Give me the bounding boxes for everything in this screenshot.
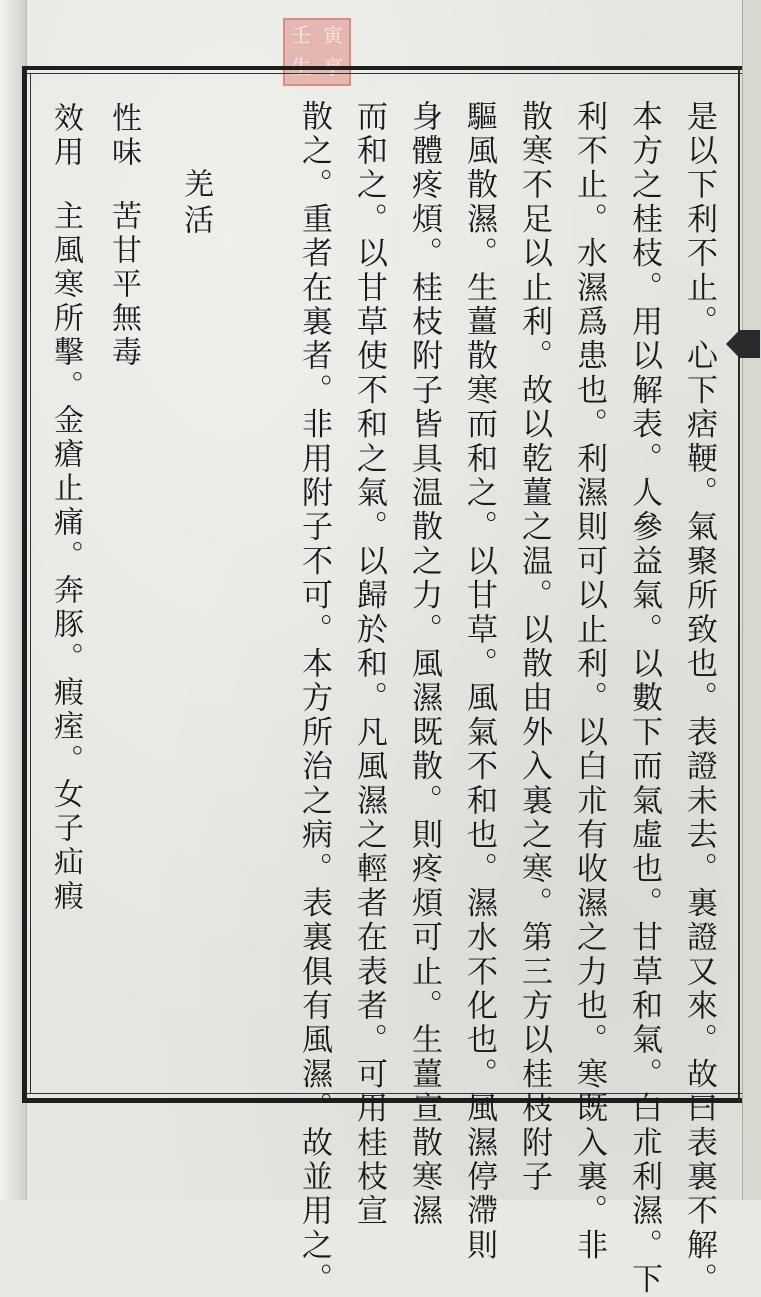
collector-seal [283, 18, 351, 86]
text-column-7: 而和之。以甘草使不和之氣。以歸於和。凡風濕之輕者在表者。可用桂枝宣 [351, 100, 387, 1229]
frame-left-border [22, 66, 27, 1103]
adjacent-page-edge [742, 0, 761, 1200]
frame-right-border [738, 66, 740, 1103]
frame-left-inner-border [30, 73, 31, 1094]
taste-value: 苦甘平無毒 [106, 200, 141, 370]
text-column-8: 散之。重者在裏者。非用附子不可。本方所治之病。表裏俱有風濕。故並用之。 [296, 100, 332, 1297]
seal-char: 壬 [291, 23, 311, 47]
text-column-2: 本方之桂枝。用以解表。人參益氣。以數下而氣虛也。甘草和氣。白朮利濕。下 [626, 100, 662, 1297]
herb-section-title: 羌活 [178, 168, 213, 240]
frame-top-inner-border [22, 73, 742, 74]
effect-value: 主風寒所擊。金瘡止痛。奔豚。瘕痓。女子疝瘕 [48, 200, 83, 914]
frame-top-border [22, 66, 742, 70]
seal-char: 寅 [323, 23, 343, 47]
text-column-5: 驅風散濕。生薑散寒而和之。以甘草。風氣不和也。濕水不化也。風濕停滯則 [461, 100, 497, 1263]
text-column-4: 散寒不足以止利。故以乾薑之温。以散由外入裏之寒。第三方以桂枝附子 [516, 100, 552, 1195]
text-column-3: 利不止。水濕爲患也。利濕則可以止利。以白朮有收濕之力也。寒既入裏。非 [571, 100, 607, 1263]
text-column-6: 身體疼煩。桂枝附子皆具温散之力。風濕既散。則疼煩可止。生薑宣散寒濕 [406, 100, 442, 1229]
effect-label: 效用 [48, 102, 83, 170]
text-column-1: 是以下利不止。心下痞鞕。氣聚所致也。表證未去。裏證又來。故曰表裏不解。 [681, 100, 717, 1297]
taste-label: 性味 [106, 102, 141, 170]
